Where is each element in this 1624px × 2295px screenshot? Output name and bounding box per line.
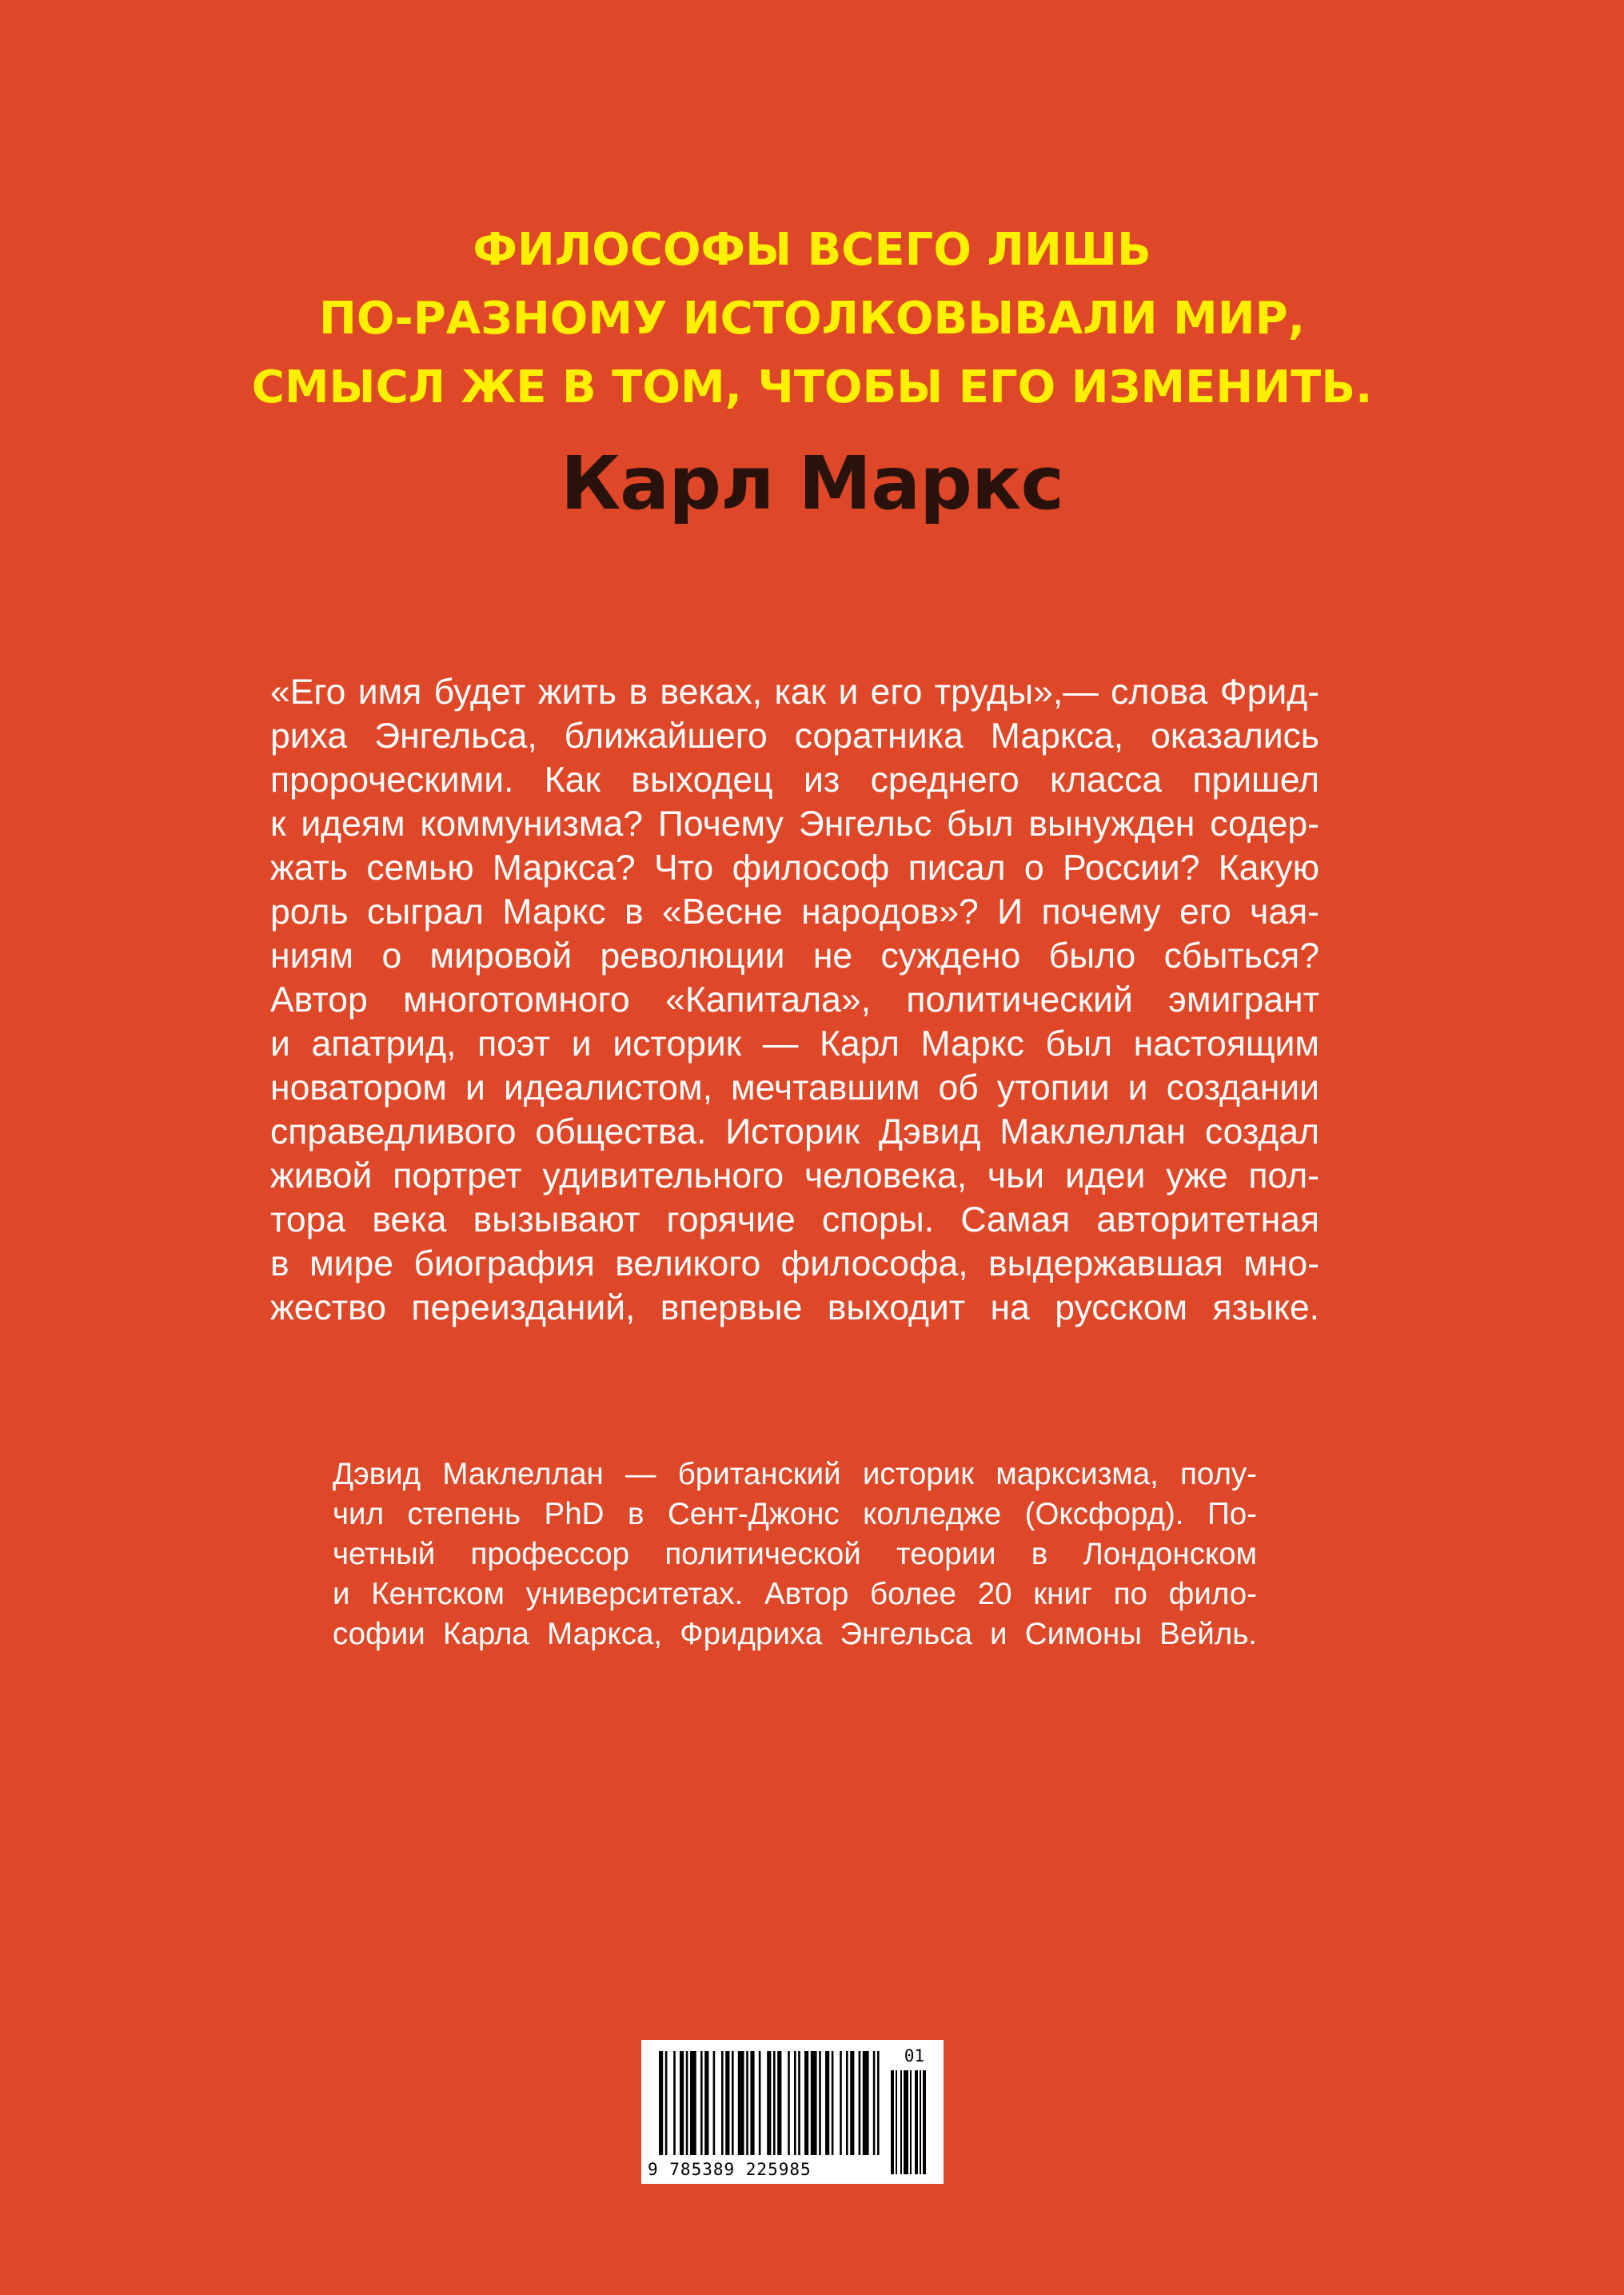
description-line: живой портрет удивительного человека, чьи идеи уже пол- — [270, 1156, 1319, 1195]
description-line: жество переизданий, впервые выходит на русском языке. — [270, 1288, 1319, 1327]
description-line: жать семью Маркса? Что философ писал о России? Какую — [270, 848, 1319, 888]
barcode-addon-bar — [920, 2070, 921, 2174]
author-bio — [333, 1455, 1257, 1654]
barcode-bar — [773, 2051, 776, 2155]
barcode-bar — [859, 2051, 861, 2155]
epigraph-quote — [0, 216, 1624, 422]
barcode-bar — [738, 2051, 744, 2155]
barcode-addon-bar — [915, 2070, 918, 2174]
barcode-bar — [713, 2051, 716, 2155]
barcode-bar — [811, 2051, 817, 2155]
description-line: «Его имя будет жить в веках, как и его труды»,— слова Фрид- — [270, 673, 1319, 712]
barcode-bar — [721, 2051, 724, 2155]
bio-line: и Кентском университетах. Автор более 20 книг по фило- — [333, 1577, 1257, 1611]
description-line: в мире биография великого философа, выдержавшая мно- — [270, 1244, 1319, 1283]
barcode-addon-bar — [923, 2070, 926, 2174]
barcode-bar — [665, 2051, 668, 2155]
barcode-addon-bar — [891, 2070, 894, 2174]
description-line: новатором и идеалистом, мечтавшим об утопии и создании — [270, 1068, 1319, 1108]
barcode-addon-digits: 01 — [904, 2046, 924, 2066]
barcode-digits: 9 785389 225985 — [648, 2160, 888, 2179]
bio-line: чил степень PhD в Сент-Джонс колледже (Оксфорд). По- — [333, 1497, 1257, 1531]
barcode-bar — [877, 2051, 880, 2155]
barcode-bar — [794, 2051, 796, 2155]
description-line: справедливого общества. Историк Дэвид Маклеллан создал — [270, 1112, 1319, 1151]
barcode-bar — [680, 2051, 684, 2155]
quote-author: Карл Маркс — [560, 441, 1063, 526]
description-line: к идеям коммунизма? Почему Энгельс был вынужден содер- — [270, 804, 1319, 844]
quote-line: ФИЛОСОФЫ ВСЕГО ЛИШЬ — [473, 224, 1151, 276]
quote-line: СМЫСЛ ЖЕ В ТОМ, ЧТОБЫ ЕГО ИЗМЕНИТЬ. — [251, 361, 1373, 413]
description-line: роль сыграл Маркс в «Весне народов»? И почему его чая- — [270, 892, 1319, 932]
barcode-addon-bar — [910, 2070, 912, 2174]
barcode-bar — [873, 2051, 876, 2155]
barcode-bar — [690, 2051, 696, 2155]
barcode-bar — [788, 2051, 790, 2155]
description-line: ниям о мировой революции не суждено было сбыться? — [270, 936, 1319, 976]
bio-line: Дэвид Маклеллан — британский историк марксизма, полу- — [333, 1457, 1257, 1491]
barcode-bar — [777, 2051, 781, 2155]
barcode-bar — [759, 2051, 761, 2155]
bio-line: софии Карла Маркса, Фридриха Энгельса и Симоны Вейль. — [333, 1617, 1257, 1651]
barcode-bar — [659, 2051, 663, 2155]
barcode-bar — [746, 2051, 748, 2155]
barcode-bar — [846, 2051, 848, 2155]
barcode-bar — [725, 2051, 729, 2155]
book-description — [270, 670, 1319, 1330]
barcode-bar — [825, 2051, 829, 2155]
description-line: пророческими. Как выходец из среднего класса пришел — [270, 760, 1319, 800]
barcode-bar — [863, 2051, 869, 2155]
description-line: тора века вызывают горячие споры. Самая авторитетная — [270, 1200, 1319, 1239]
barcode-bar — [750, 2051, 754, 2155]
barcode-bar — [704, 2051, 708, 2155]
bio-line: четный профессор политической теории в Лондонском — [333, 1537, 1257, 1571]
barcode-bar — [686, 2051, 688, 2155]
barcode-bar — [819, 2051, 821, 2155]
barcode-bar — [767, 2051, 771, 2155]
barcode-bar — [832, 2051, 834, 2155]
barcode-bar — [804, 2051, 808, 2155]
barcode-bar — [732, 2051, 734, 2155]
barcode-bar — [673, 2051, 676, 2155]
description-line: и апатрид, поэт и историк — Карл Маркс был настоящим — [270, 1024, 1319, 1064]
barcode-bar — [700, 2051, 703, 2155]
barcode-bar — [850, 2051, 854, 2155]
isbn-barcode — [641, 2040, 944, 2184]
barcode-addon-bar — [904, 2070, 908, 2174]
quote-line: ПО-РАЗНОМУ ИСТОЛКОВЫВАЛИ МИР, — [319, 293, 1305, 345]
description-line: Автор многотомного «Капитала», политический эмигрант — [270, 980, 1319, 1020]
barcode-bar — [840, 2051, 842, 2155]
barcode-addon-bar — [896, 2070, 897, 2174]
description-line: риха Энгельса, ближайшего соратника Маркса, оказались — [270, 716, 1319, 756]
barcode-bar — [798, 2051, 800, 2155]
barcode-addon-bar — [900, 2070, 902, 2174]
